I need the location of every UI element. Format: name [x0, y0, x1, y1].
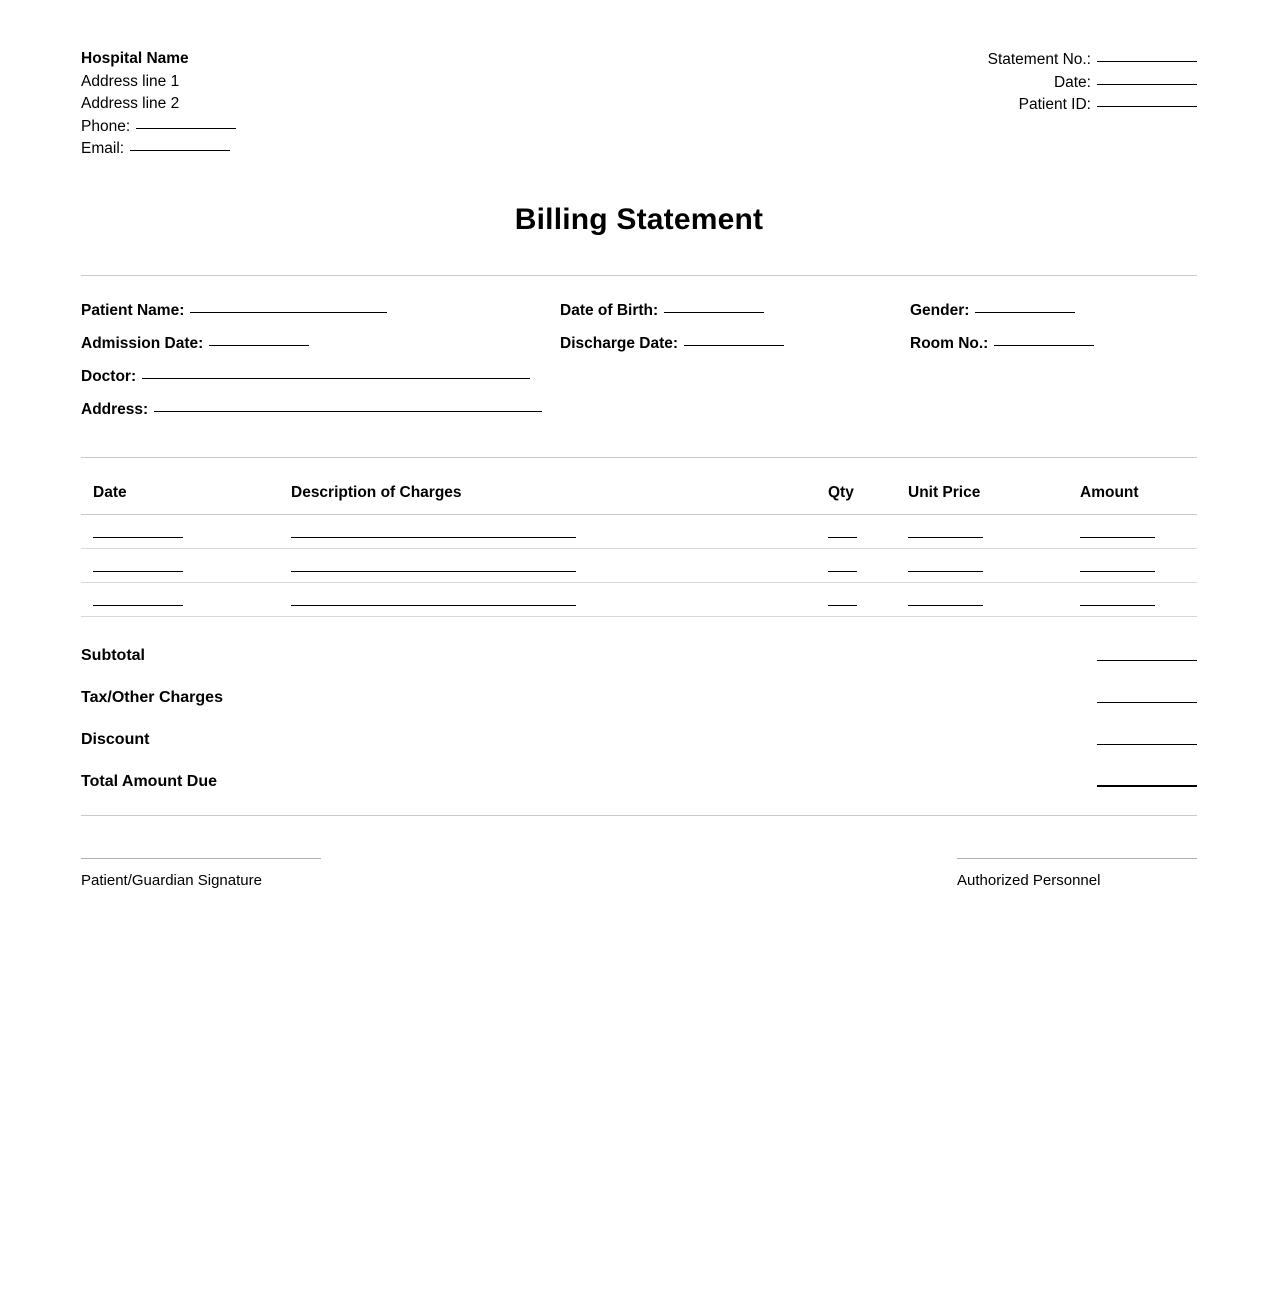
room-no-field	[910, 335, 1197, 353]
patient-id-field	[988, 94, 1197, 117]
cell-amount-blank[interactable]	[1080, 605, 1155, 606]
cell-amount-blank[interactable]	[1080, 571, 1155, 572]
totals-section	[81, 647, 1197, 791]
patient-info-grid	[81, 302, 1197, 353]
hospital-address-line-1: Address line 1	[81, 72, 180, 90]
cell-amount	[1068, 582, 1197, 616]
cell-date-blank[interactable]	[93, 571, 183, 572]
doctor-label: Doctor:	[81, 367, 137, 385]
hospital-name: Hospital Name	[81, 50, 189, 67]
hospital-email-label: Email:	[81, 140, 125, 158]
totals-label-tax-other-charges: Tax/Other Charges	[81, 688, 223, 706]
doctor-blank[interactable]	[142, 378, 530, 379]
cell-date	[81, 548, 279, 582]
address-blank[interactable]	[154, 411, 542, 412]
totals-label-discount: Discount	[81, 730, 150, 748]
date-of-birth-blank[interactable]	[664, 312, 764, 313]
cell-amount-blank[interactable]	[1080, 537, 1155, 538]
cell-qty	[816, 582, 896, 616]
hospital-phone-label: Phone:	[81, 117, 131, 135]
document-header	[81, 0, 1197, 161]
patient-name-field	[81, 302, 560, 320]
doctor-field	[81, 368, 1197, 386]
discharge-date-blank[interactable]	[684, 345, 784, 346]
room-no-blank[interactable]	[994, 345, 1094, 346]
totals-row-subtotal	[81, 647, 1197, 665]
admission-date-blank[interactable]	[209, 345, 309, 346]
column-header-unit-price: Unit Price	[896, 484, 1068, 515]
cell-amount	[1068, 514, 1197, 548]
hospital-address-line-2: Address line 2	[81, 95, 180, 113]
hospital-info-block	[81, 48, 236, 161]
charges-table	[81, 484, 1197, 617]
table-row	[81, 548, 1197, 582]
cell-qty-blank[interactable]	[828, 571, 857, 572]
hospital-phone-blank[interactable]	[136, 128, 236, 129]
patient-id-label: Patient ID:	[1018, 96, 1091, 114]
column-header-amount: Amount	[1068, 484, 1197, 515]
signature-label-patient: Patient/Guardian Signature	[81, 871, 262, 889]
cell-unit-price-blank[interactable]	[908, 605, 983, 606]
gender-field	[910, 302, 1197, 320]
cell-date	[81, 582, 279, 616]
date-of-birth-field	[560, 302, 910, 320]
cell-description-blank[interactable]	[291, 537, 576, 538]
address-label: Address:	[81, 400, 149, 418]
totals-row-discount	[81, 731, 1197, 749]
statement-no-blank[interactable]	[1097, 61, 1197, 62]
patient-name-blank[interactable]	[190, 312, 387, 313]
charges-header-row	[81, 484, 1197, 515]
cell-qty-blank[interactable]	[828, 537, 857, 538]
hospital-phone-field	[81, 116, 236, 139]
cell-unit-price	[896, 514, 1068, 548]
cell-description	[279, 582, 816, 616]
cell-qty	[816, 514, 896, 548]
cell-description-blank[interactable]	[291, 605, 576, 606]
cell-unit-price-blank[interactable]	[908, 571, 983, 572]
cell-amount	[1068, 548, 1197, 582]
column-header-date: Date	[81, 484, 279, 515]
signature-line-authorized[interactable]	[957, 858, 1197, 859]
discharge-date-label: Discharge Date:	[560, 334, 679, 352]
patient-id-blank[interactable]	[1097, 106, 1197, 107]
statement-no-field	[988, 49, 1197, 72]
date-of-birth-label: Date of Birth:	[560, 301, 659, 319]
statement-date-label: Date:	[1053, 73, 1091, 91]
admission-date-field	[81, 335, 560, 353]
signature-section	[81, 858, 1197, 889]
totals-value-total-amount-due-blank[interactable]	[1097, 785, 1197, 787]
cell-unit-price	[896, 582, 1068, 616]
cell-unit-price	[896, 548, 1068, 582]
patient-info-section	[81, 276, 1197, 419]
totals-value-subtotal-blank[interactable]	[1097, 660, 1197, 661]
charges-table-body	[81, 514, 1197, 616]
cell-qty-blank[interactable]	[828, 605, 857, 606]
cell-date-blank[interactable]	[93, 537, 183, 538]
statement-meta-block	[988, 48, 1197, 117]
signature-label-authorized: Authorized Personnel	[957, 871, 1101, 889]
hospital-email-blank[interactable]	[130, 150, 230, 151]
totals-value-discount-blank[interactable]	[1097, 744, 1197, 745]
totals-label-total-amount-due: Total Amount Due	[81, 772, 217, 790]
statement-no-label: Statement No.:	[987, 51, 1091, 68]
room-no-label: Room No.:	[910, 334, 989, 352]
cell-date-blank[interactable]	[93, 605, 183, 606]
gender-label: Gender:	[910, 301, 970, 319]
statement-date-field	[988, 72, 1197, 95]
column-header-description: Description of Charges	[279, 484, 816, 515]
address-field	[81, 401, 1197, 419]
signature-divider	[81, 815, 1197, 816]
cell-unit-price-blank[interactable]	[908, 537, 983, 538]
totals-row-tax-other-charges	[81, 689, 1197, 707]
cell-description	[279, 514, 816, 548]
charges-table-head	[81, 484, 1197, 515]
signature-line-patient[interactable]	[81, 858, 321, 859]
totals-label-subtotal: Subtotal	[81, 646, 145, 664]
hospital-email-field	[81, 138, 236, 161]
cell-description-blank[interactable]	[291, 571, 576, 572]
patient-name-label: Patient Name:	[81, 301, 185, 319]
page-title: Billing Statement	[514, 202, 764, 236]
statement-date-blank[interactable]	[1097, 84, 1197, 85]
gender-blank[interactable]	[975, 312, 1075, 313]
totals-value-tax-other-charges-blank[interactable]	[1097, 702, 1197, 703]
cell-date	[81, 514, 279, 548]
signature-block-authorized	[957, 858, 1197, 889]
cell-qty	[816, 548, 896, 582]
charges-divider	[81, 457, 1197, 458]
totals-row-total-amount-due	[81, 773, 1197, 791]
admission-date-label: Admission Date:	[81, 334, 204, 352]
discharge-date-field	[560, 335, 910, 353]
column-header-qty: Qty	[816, 484, 896, 515]
cell-description	[279, 548, 816, 582]
signature-block-patient	[81, 858, 321, 889]
table-row	[81, 582, 1197, 616]
table-row	[81, 514, 1197, 548]
